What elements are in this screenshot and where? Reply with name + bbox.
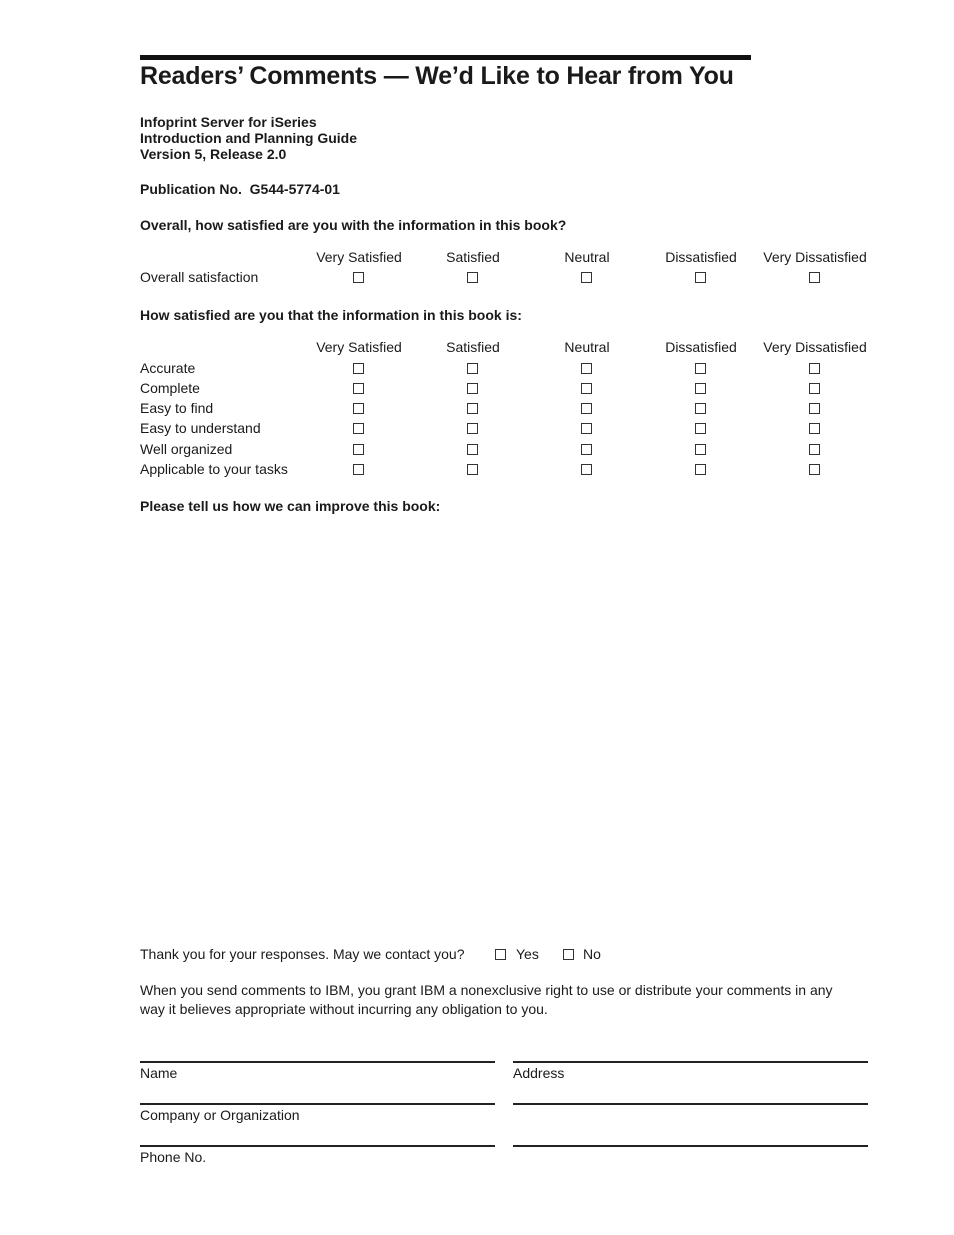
detail-row-easy-to-understand: Easy to understand — [140, 420, 261, 436]
accurate-dissatisfied-checkbox[interactable] — [695, 363, 706, 374]
detail-col-very-dissatisfied: Very Dissatisfied — [763, 339, 867, 355]
address-field-line-2[interactable] — [513, 1103, 868, 1105]
detail-row-complete: Complete — [140, 380, 200, 396]
easy-to-find-very-satisfied-checkbox[interactable] — [353, 403, 364, 414]
improve-prompt: Please tell us how we can improve this book: — [140, 498, 441, 514]
complete-satisfied-checkbox[interactable] — [467, 383, 478, 394]
phone-field[interactable] — [140, 1145, 495, 1147]
detail-col-satisfied: Satisfied — [446, 339, 500, 355]
name-field[interactable] — [140, 1061, 495, 1063]
well-organized-dissatisfied-checkbox[interactable] — [695, 444, 706, 455]
overall-neutral-checkbox[interactable] — [581, 272, 592, 283]
well-organized-very-satisfied-checkbox[interactable] — [353, 444, 364, 455]
well-organized-satisfied-checkbox[interactable] — [467, 444, 478, 455]
overall-dissatisfied-checkbox[interactable] — [695, 272, 706, 283]
easy-to-find-neutral-checkbox[interactable] — [581, 403, 592, 414]
detail-col-neutral: Neutral — [564, 339, 610, 355]
overall-very-dissatisfied-checkbox[interactable] — [809, 272, 820, 283]
overall-col-very-satisfied: Very Satisfied — [316, 249, 402, 265]
address-field-line-3[interactable] — [513, 1145, 868, 1147]
applicable-neutral-checkbox[interactable] — [581, 464, 592, 475]
book-title: Introduction and Planning Guide — [140, 130, 357, 146]
detail-col-dissatisfied: Dissatisfied — [665, 339, 737, 355]
detail-question: How satisfied are you that the information in this book is: — [140, 307, 522, 323]
detail-row-accurate: Accurate — [140, 360, 196, 376]
complete-dissatisfied-checkbox[interactable] — [695, 383, 706, 394]
address-field-line-1[interactable] — [513, 1061, 868, 1063]
overall-row-label: Overall satisfaction — [140, 269, 259, 285]
version-info: Version 5, Release 2.0 — [140, 146, 287, 162]
title-rule — [140, 55, 751, 60]
easy-to-understand-very-satisfied-checkbox[interactable] — [353, 423, 364, 434]
complete-very-satisfied-checkbox[interactable] — [353, 383, 364, 394]
applicable-dissatisfied-checkbox[interactable] — [695, 464, 706, 475]
comments-area[interactable] — [140, 520, 868, 930]
complete-neutral-checkbox[interactable] — [581, 383, 592, 394]
easy-to-understand-satisfied-checkbox[interactable] — [467, 423, 478, 434]
name-label: Name — [140, 1065, 178, 1081]
accurate-neutral-checkbox[interactable] — [581, 363, 592, 374]
detail-row-well-organized: Well organized — [140, 441, 233, 457]
publication-number: Publication No. G544-5774-01 — [140, 181, 340, 197]
overall-col-dissatisfied: Dissatisfied — [665, 249, 737, 265]
overall-satisfied-checkbox[interactable] — [467, 272, 478, 283]
easy-to-find-dissatisfied-checkbox[interactable] — [695, 403, 706, 414]
detail-row-easy-to-find: Easy to find — [140, 400, 214, 416]
contact-question: Thank you for your responses. May we contact you? — [140, 946, 465, 962]
easy-to-find-very-dissatisfied-checkbox[interactable] — [809, 403, 820, 414]
contact-no-checkbox[interactable] — [563, 949, 574, 960]
overall-col-neutral: Neutral — [564, 249, 610, 265]
page-title: Readers’ Comments — We’d Like to Hear from You — [140, 62, 734, 90]
accurate-very-satisfied-checkbox[interactable] — [353, 363, 364, 374]
company-field[interactable] — [140, 1103, 495, 1105]
product-name: Infoprint Server for iSeries — [140, 114, 317, 130]
applicable-very-satisfied-checkbox[interactable] — [353, 464, 364, 475]
overall-col-very-dissatisfied: Very Dissatisfied — [763, 249, 867, 265]
overall-question: Overall, how satisfied are you with the information in this book? — [140, 217, 567, 233]
contact-yes-label: Yes — [516, 946, 539, 962]
overall-very-satisfied-checkbox[interactable] — [353, 272, 364, 283]
well-organized-very-dissatisfied-checkbox[interactable] — [809, 444, 820, 455]
publication-info — [140, 114, 357, 162]
detail-col-very-satisfied: Very Satisfied — [316, 339, 402, 355]
accurate-very-dissatisfied-checkbox[interactable] — [809, 363, 820, 374]
easy-to-understand-dissatisfied-checkbox[interactable] — [695, 423, 706, 434]
contact-yes-checkbox[interactable] — [495, 949, 506, 960]
detail-row-applicable: Applicable to your tasks — [140, 461, 288, 477]
contact-no-label: No — [583, 946, 601, 962]
overall-col-satisfied: Satisfied — [446, 249, 500, 265]
applicable-satisfied-checkbox[interactable] — [467, 464, 478, 475]
accurate-satisfied-checkbox[interactable] — [467, 363, 478, 374]
well-organized-neutral-checkbox[interactable] — [581, 444, 592, 455]
disclaimer-text: When you send comments to IBM, you grant IBM a nonexclusive right to use or distribute your comments in any way it believes appropriate without incurring any obligation to you. — [140, 982, 833, 1017]
easy-to-understand-neutral-checkbox[interactable] — [581, 423, 592, 434]
phone-label: Phone No. — [140, 1149, 207, 1165]
complete-very-dissatisfied-checkbox[interactable] — [809, 383, 820, 394]
address-label: Address — [513, 1065, 565, 1081]
applicable-very-dissatisfied-checkbox[interactable] — [809, 464, 820, 475]
easy-to-find-satisfied-checkbox[interactable] — [467, 403, 478, 414]
easy-to-understand-very-dissatisfied-checkbox[interactable] — [809, 423, 820, 434]
company-label: Company or Organization — [140, 1107, 300, 1123]
